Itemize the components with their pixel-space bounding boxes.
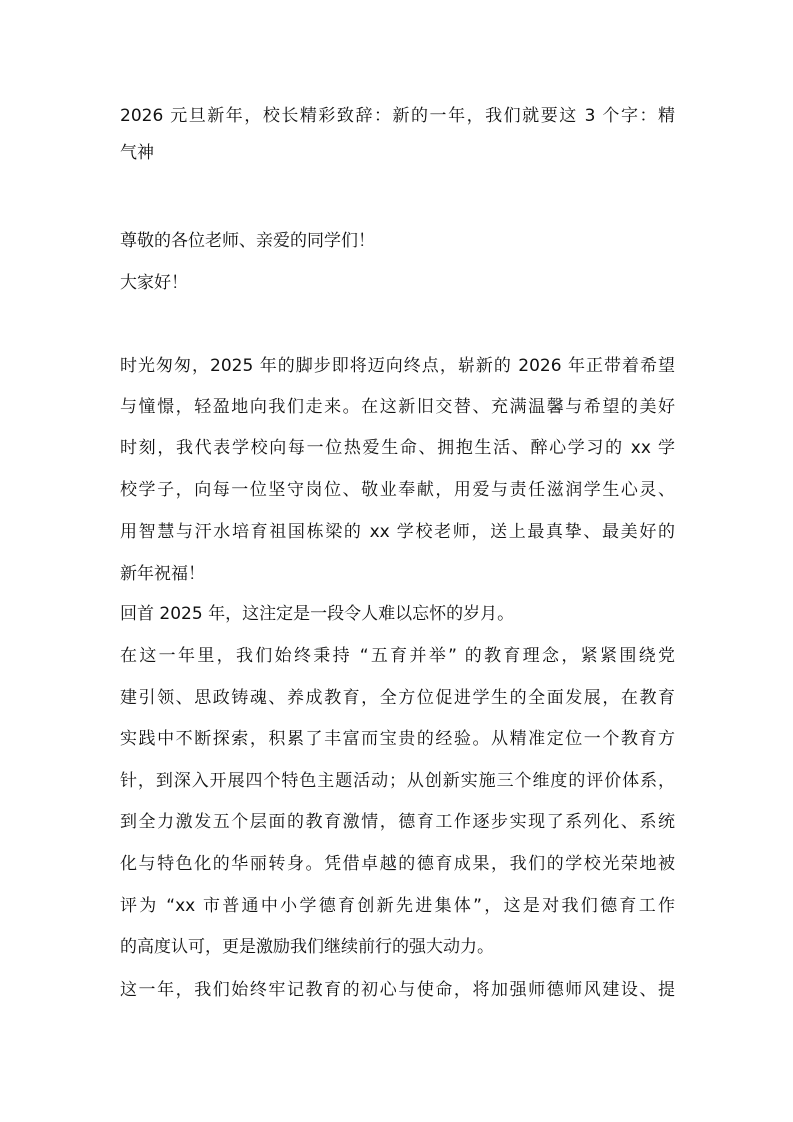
paragraph-1-line-3: 时刻，我代表学校向每一位热爱生命、拥抱生活、醉心学习的 xx 学 — [120, 438, 675, 458]
paragraph-3-line-7: 评为 “xx 市普通中小学德育创新先进集体”，这是对我们德育工作 — [120, 896, 675, 916]
greeting-line: 大家好！ — [120, 273, 188, 293]
paragraph-2-line-1: 回首 2025 年，这注定是一段令人难以忘怀的岁月。 — [120, 604, 515, 624]
title-line-1: 2026 元旦新年，校长精彩致辞：新的一年，我们就要这 3 个字：精 — [120, 106, 675, 126]
title-line-2: 气神 — [120, 143, 154, 163]
paragraph-3-line-5: 到全力激发五个层面的教育激情，德育工作逐步实现了系列化、系统 — [120, 812, 675, 832]
paragraph-1-line-5: 用智慧与汗水培育祖国栋梁的 xx 学校老师，送上最真挚、最美好的 — [120, 522, 675, 542]
salutation-line: 尊敬的各位老师、亲爱的同学们！ — [120, 231, 375, 251]
paragraph-3-line-1: 在这一年里，我们始终秉持 “五育并举” 的教育理念，紧紧围绕党 — [120, 646, 675, 666]
paragraph-1-line-1: 时光匆匆，2025 年的脚步即将迈向终点，崭新的 2026 年正带着希望 — [120, 356, 675, 376]
paragraph-3-line-6: 化与特色化的华丽转身。凭借卓越的德育成果，我们的学校光荣地被 — [120, 854, 675, 874]
paragraph-1-line-6: 新年祝福！ — [120, 564, 205, 584]
paragraph-3-line-8: 的高度认可，更是激励我们继续前行的强大动力。 — [120, 937, 494, 957]
paragraph-3-line-3: 实践中不断探索，积累了丰富而宝贵的经验。从精准定位一个教育方 — [120, 729, 675, 749]
paragraph-1-line-2: 与憧憬，轻盈地向我们走来。在这新旧交替、充满温馨与希望的美好 — [120, 397, 675, 417]
paragraph-1-line-4: 校学子，向每一位坚守岗位、敬业奉献，用爱与责任滋润学生心灵、 — [120, 480, 675, 500]
paragraph-3-line-4: 针，到深入开展四个特色主题活动；从创新实施三个维度的评价体系， — [120, 771, 675, 791]
paragraph-4-line-1: 这一年，我们始终牢记教育的初心与使命，将加强师德师风建设、提 — [120, 980, 675, 1000]
paragraph-3-line-2: 建引领、思政铸魂、养成教育，全方位促进学生的全面发展，在教育 — [120, 688, 675, 708]
